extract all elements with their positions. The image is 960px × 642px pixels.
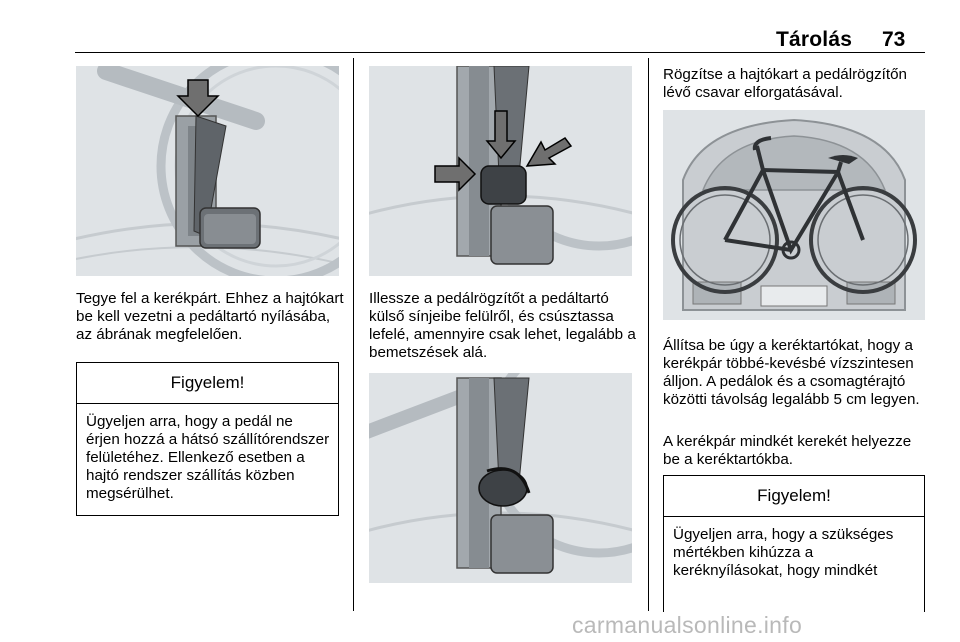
warning-text: Ügyeljen arra, hogy a pedál ne érjen hozzá a hátsó szállítórendszer felületéhez. Ellenkező esetben a hajtó rendszer szállítás közben megsérülhet.: [86, 413, 330, 502]
figure-clamp-slide: [369, 66, 632, 276]
figure-pedal-insert-drawing: [76, 66, 339, 276]
instruction-slide-clamp: Illessze a pedálrögzítőt a pedáltartó külső sínjeibe felülről, és csúsztassa lefelé, amennyire csak lehet, legalább a bemetszések alá.: [369, 290, 636, 361]
column-divider-1: [353, 58, 354, 611]
figure-clamp-slide-drawing: [369, 66, 632, 276]
warning-box-pedal: [76, 362, 339, 516]
watermark-text: carmanualsonline.info: [572, 612, 803, 638]
section-title: Tárolás: [776, 28, 853, 51]
figure-bike-on-carrier-drawing: [663, 110, 925, 320]
figure-pedal-insert: [76, 66, 339, 276]
warning-box-wheel-openings: [663, 475, 925, 612]
header-rule: [75, 52, 925, 53]
warning-text-2: Ügyeljen arra, hogy a szükséges mértékben kihúzza a keréknyílásokat, hogy mindkét: [673, 526, 894, 579]
warning-title-2: Figyelem!: [664, 476, 924, 517]
instruction-mount-bike: Tegye fel a kerékpárt. Ehhez a hajtókart be kell vezetni a pedáltartó nyílásába, az ábrának megfelelően.: [76, 290, 344, 343]
figure-clamp-tighten-drawing: [369, 373, 632, 583]
column-divider-2: [648, 58, 649, 611]
instruction-adjust-wheel-holders: Állítsa be úgy a keréktartókat, hogy a kerékpár többé-kevésbé vízszintesen álljon. A pedálok és a csomagtérajtó közötti távolság legalább 5 cm legyen.: [663, 337, 920, 408]
instruction-secure-crank: Rögzítse a hajtókart a pedálrögzítőn lévő csavar elforgatásával.: [663, 66, 907, 101]
warning-title: Figyelem!: [77, 363, 338, 404]
figure-bike-on-carrier: [663, 110, 925, 320]
page-number: 73: [882, 28, 906, 51]
figure-clamp-tighten: [369, 373, 632, 583]
instruction-insert-wheels: A kerékpár mindkét kerekét helyezze be a keréktartókba.: [663, 433, 912, 468]
